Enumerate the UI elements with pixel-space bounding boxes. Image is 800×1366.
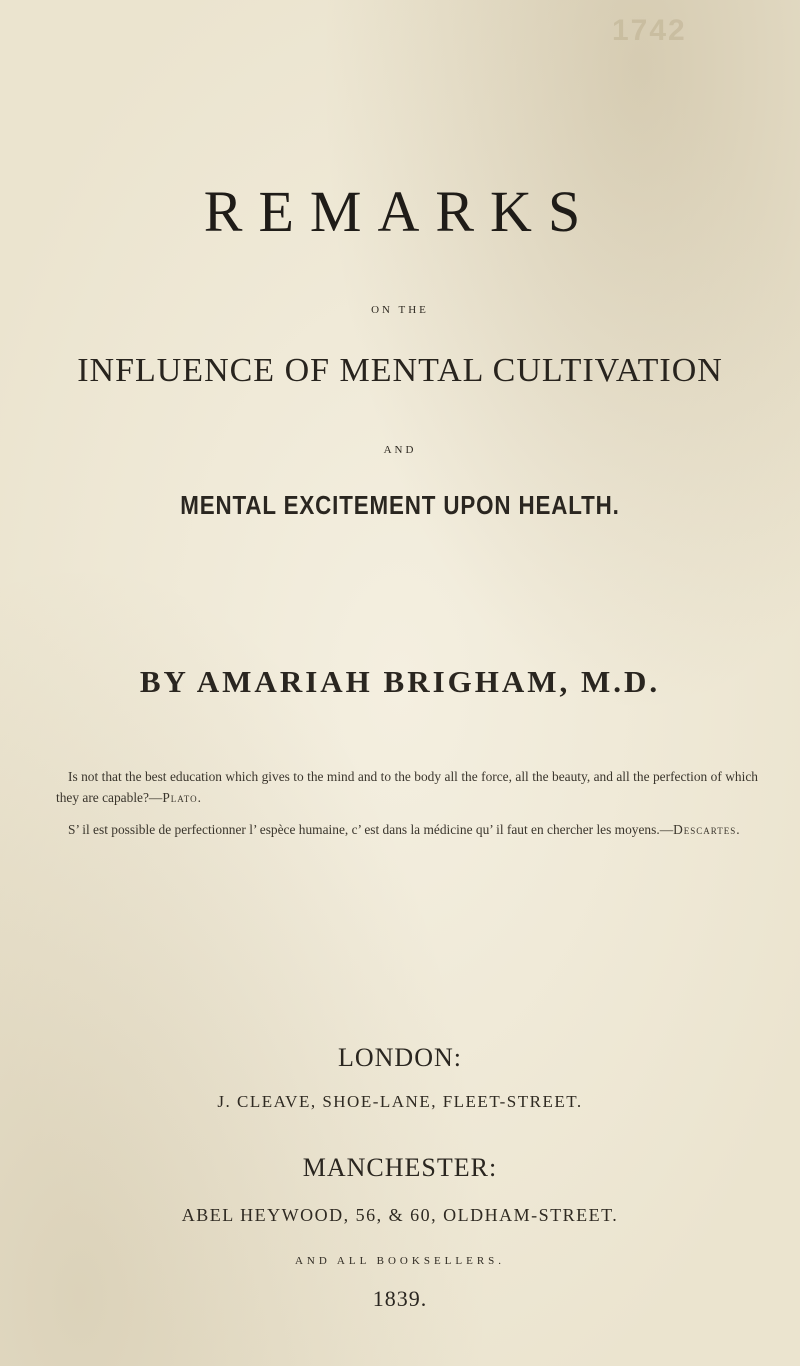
publication-year: 1839. bbox=[372, 1286, 428, 1311]
and-text: AND bbox=[383, 444, 417, 456]
epigraph-attribution: Plato. bbox=[162, 790, 202, 805]
imprint-publisher-london: J. CLEAVE, SHOE-LANE, FLEET-STREET. bbox=[217, 1092, 583, 1111]
author-line: BY AMARIAH BRIGHAM, M.D. bbox=[139, 664, 661, 699]
epigraph-attribution: Descartes. bbox=[673, 822, 741, 837]
imprint-city-manchester: MANCHESTER: bbox=[302, 1153, 498, 1182]
on-the-text: ON THE bbox=[371, 304, 429, 316]
book-title: REMARKS bbox=[203, 179, 597, 244]
epigraph-text: S’ il est possible de perfectionner l’ espèce humaine, c’ est dans la médicine qu’ il faut en chercher les moyens.— bbox=[68, 822, 674, 837]
epigraph-plato bbox=[56, 766, 758, 808]
subject-line-2: MENTAL EXCITEMENT UPON HEALTH. bbox=[180, 490, 620, 520]
imprint-city-london: LONDON: bbox=[338, 1043, 462, 1072]
epigraph-descartes bbox=[56, 819, 758, 840]
handwritten-mark: 1742 bbox=[612, 14, 687, 47]
imprint-publisher-manchester: ABEL HEYWOOD, 56, & 60, OLDHAM-STREET. bbox=[181, 1205, 619, 1225]
epigraph-text: Is not that the best education which gives to the mind and to the body all the force, all the beauty, and all the perfection of which they are capable?— bbox=[56, 769, 758, 805]
imprint-booksellers: AND ALL BOOKSELLERS. bbox=[294, 1255, 506, 1267]
subject-line-1: INFLUENCE OF MENTAL CULTIVATION bbox=[77, 352, 723, 389]
